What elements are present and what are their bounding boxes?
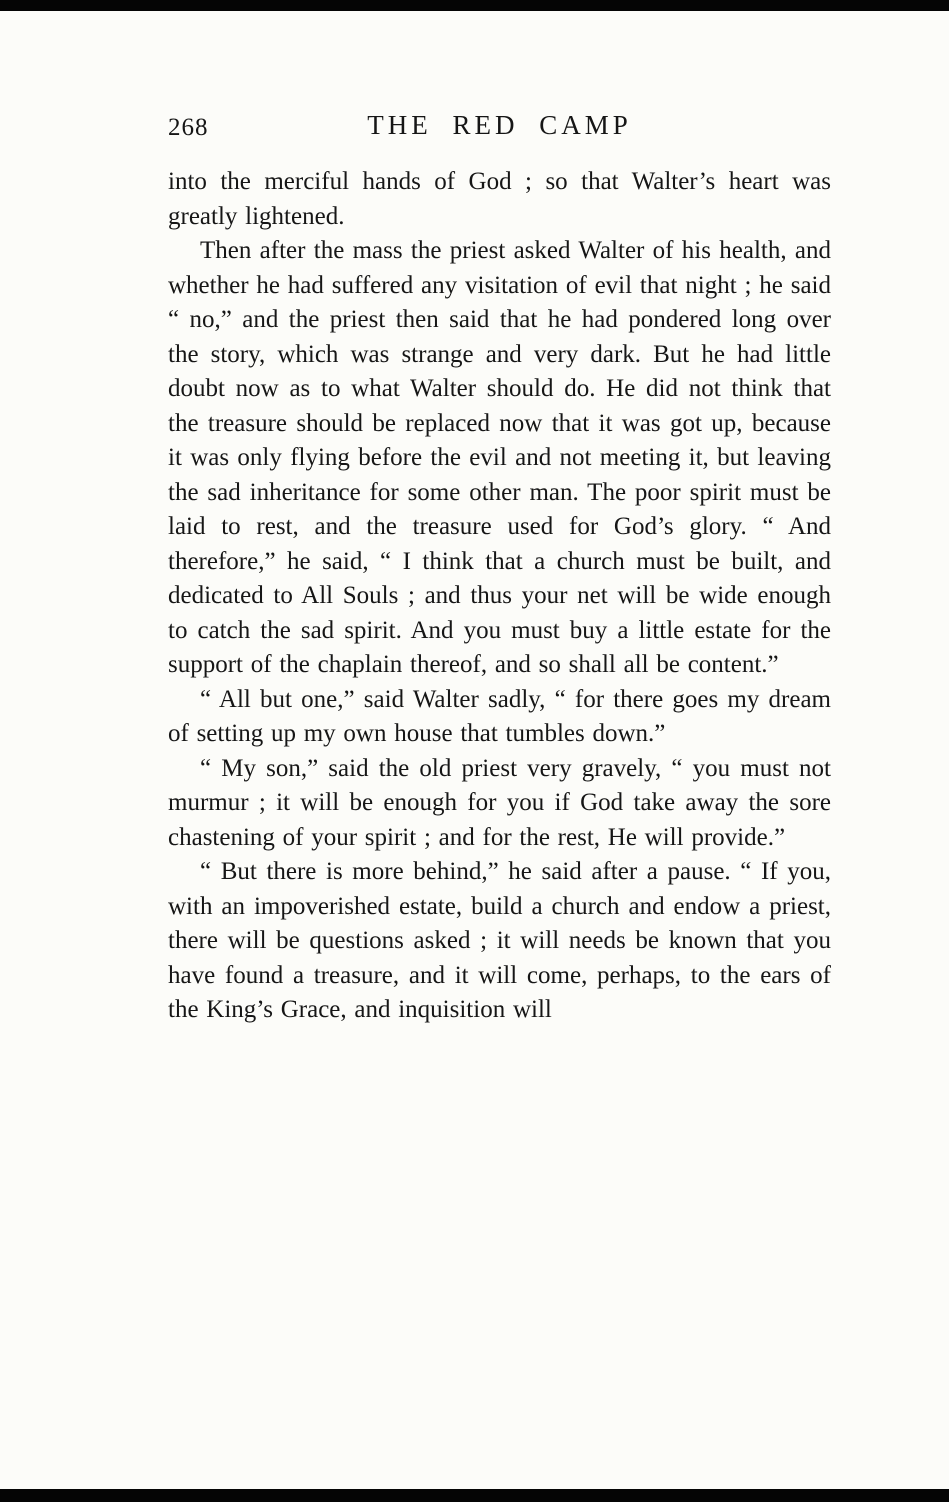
page-number: 268 xyxy=(168,114,209,141)
paragraph: Then after the mass the priest asked Walter of his health, and whether he had suffered any visitation of evil that night ; he said “ no,” and the priest then said that he had pondered long over the story, which was strange and very dark. But he had little doubt now as to what Walter should do. He did not think that the treasure should be replaced now that it was got up, because it was only flying before the evil and not meeting it, but leaving the sad inheritance for some other man. The poor spirit must be laid to rest, and the treasure used for God’s glory. “ And therefore,” he said, “ I think that a church must be built, and dedicated to All Souls ; and thus your net will be wide enough to catch the sad spirit. And you must buy a little estate for the support of the chaplain thereof, and so shall all be content.” xyxy=(168,237,831,678)
page-body xyxy=(168,165,831,1028)
paragraph: “ All but one,” said Walter sadly, “ for there goes my dream of setting up my own house that tumbles down.” xyxy=(168,685,831,747)
page-header xyxy=(168,110,831,150)
scan-edge-top xyxy=(0,0,949,11)
paragraph: into the merciful hands of God ; so that Walter’s heart was greatly lightened. xyxy=(168,168,831,230)
page-title: THE RED CAMP xyxy=(367,110,632,140)
scan-edge-bottom xyxy=(0,1489,949,1502)
paragraph: “ But there is more behind,” he said after a pause. “ If you, with an impoverished estate, build a church and endow a priest, there will be questions asked ; it will needs be known that you have found a treasure, and it will come, perhaps, to the ears of the King’s Grace, and inquisition will xyxy=(168,858,831,1023)
paragraph: “ My son,” said the old priest very gravely, “ you must not murmur ; it will be enough for you if God take away the sore chastening of your spirit ; and for the rest, He will provide.” xyxy=(168,754,831,851)
